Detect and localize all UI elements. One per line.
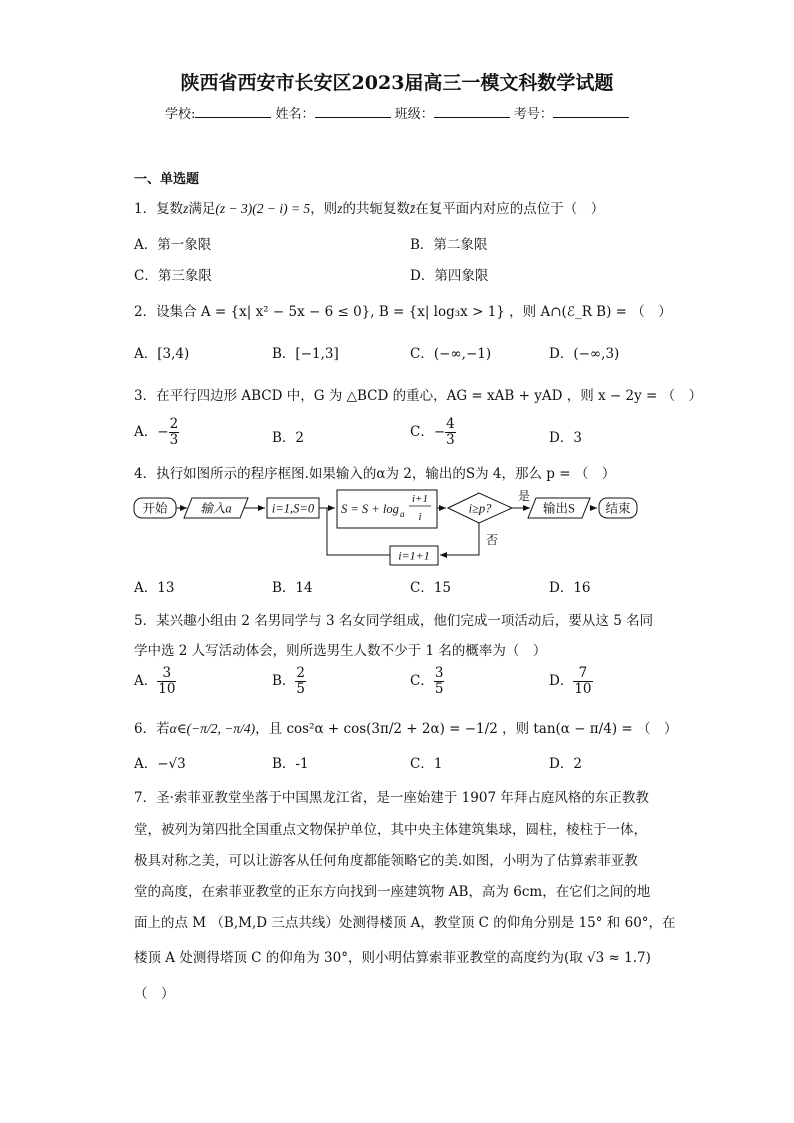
name-label: 姓名： [275,107,315,122]
question-7-line-4: 堂的高度，在索菲亚教堂的正东方向找到一座建筑物 AB，高为 6cm，在它们之间的地 [134,884,651,900]
q2-option-b: B．[−1,3] [272,346,339,362]
q1-text-3: 的共轭复数 [342,201,410,217]
q4-option-c: C．15 [410,580,452,596]
q1-var-z: z [183,201,189,216]
q3-c-den: 3 [446,431,455,448]
q5-a-den: 10 [158,680,176,697]
page-title: 陕西省西安市长安区2023届高三一模文科数学试题 [180,72,614,94]
flow-output-text: 输出S [543,501,575,516]
q5-d-num: 7 [578,665,588,681]
q3-a-label: A．− [134,424,169,440]
question-7-line-7: （ ） [134,986,175,1002]
q6-alpha: α [169,721,177,736]
q5-a-num: 3 [162,665,172,681]
q1-equation: (z − 3)(2 − i) = 5 [215,201,311,216]
q3-c-fraction [445,418,456,447]
q5-b-den: 5 [296,680,306,697]
q6-option-a: A．−√3 [134,756,186,772]
flow-increment-text: i=1+1 [398,548,430,563]
q5-b-num: 2 [296,665,306,681]
question-4-stem: 4．执行如图所示的程序框图.如果输入的α为 2，输出的S为 4，那么 p = （ ） [134,466,616,482]
q6-option-d: D．2 [549,756,582,772]
flow-process-den: i [418,511,422,523]
question-5-line-1: 5．某兴趣小组由 2 名男同学与 3 名女同学组成，他们完成一项活动后，要从这 5 名同 [134,613,654,629]
q6-option-b: B．-1 [272,756,309,772]
q2-option-a: A．[3,4) [134,346,190,362]
q1-conjugate: z̄ [409,201,416,216]
flow-start-text: 开始 [142,501,168,516]
q3-a-num: 2 [169,416,179,432]
q6-range: ∈(−π/2, −π/4) [176,721,256,736]
school-blank [195,104,271,118]
flow-decision-text: i≥p? [468,501,492,516]
question-5-line-2: 学中选 2 人写活动体会，则所选男生人数不少于 1 名的概率为（ ） [134,643,547,659]
section-heading: 一、单选题 [134,172,200,187]
question-2-stem: 2．设集合 A = {x| x² − 5x − 6 ≤ 0}, B = {x| log₃x > 1} ，则 A∩(ℰ_R B) = （ ） [134,304,672,320]
name-blank [315,104,391,118]
q6-option-c: C．1 [410,756,443,772]
flow-process-base: a [400,509,405,519]
flow-yes-label: 是 [518,489,531,503]
exam-number-label: 考号： [513,107,553,122]
q4-option-d: D．16 [549,580,591,596]
q3-option-a [134,418,179,447]
flow-arrow-no [440,523,479,555]
flow-process-text: S = S + log [341,502,399,516]
q3-option-d: D．3 [549,430,582,446]
q3-c-num: 4 [446,416,455,432]
q4-option-b: B．14 [272,580,313,596]
q5-d-fraction [573,667,592,696]
q1-var-z-2: z [337,201,343,216]
q1-text-1: 满足 [188,201,216,217]
q1-text-4: 在复平面内对应的点位于（ ） [415,201,605,217]
flow-no-label: 否 [486,533,499,547]
q1-option-d: D．第四象限 [410,268,489,284]
flow-input-text: 输入a [200,501,232,516]
q5-c-num: 3 [434,665,444,681]
flow-init-text: i=1,S=0 [271,501,315,516]
question-7-line-3: 极具对称之美，可以让游客从任何角度都能领略它的美.如图，小明为了估算索菲亚教 [134,853,638,869]
q6-prefix: 6．若 [134,721,170,737]
q3-a-fraction [169,418,180,447]
flow-process-num: i+1 [412,493,428,505]
question-7-line-6: 楼顶 A 处测得塔顶 C 的仰角为 30°，则小明估算索菲亚教堂的高度约为(取 √3 ≈ 1.7) [134,950,651,966]
question-7-line-5: 面上的点 M （B,M,D 三点共线）处测得楼顶 A，教堂顶 C 的仰角分别是 15° 和 60°，在 [134,915,676,931]
school-label: 学校: [165,107,196,122]
question-6-stem [134,717,677,737]
q2-option-d: D．(−∞,3) [549,346,620,362]
q3-c-label: C．− [410,424,446,440]
q1-option-a: A．第一象限 [134,237,212,253]
q3-option-b: B．2 [272,430,305,446]
q5-option-d: D． $\frac{7}{10}$ [549,665,592,697]
q1-text-2: ，则 [310,201,338,217]
class-blank [434,104,510,118]
q5-option-b: B． $\frac{2}{5}$ [272,665,306,697]
q1-option-c: C．第三象限 [134,268,212,284]
question-7-line-2: 堂，被列为第四批全国重点文物保护单位，其中央主体建筑集球，圆柱，棱柱于一体， [134,822,647,838]
q5-c-fraction [434,667,445,696]
q1-prefix: 1．复数 [134,201,184,217]
question-7-line-1: 7．圣·索菲亚教堂坐落于中国黑龙江省，是一座始建于 1907 年拜占庭风格的东正教教 [134,790,649,806]
question-1-stem [134,197,604,217]
q5-option-a: A． $\frac{3}{10}$ [134,665,176,697]
question-3-stem: 3．在平行四边形 ABCD 中，G 为 △BCD 的重心，AG = xAB + yAD ，则 x − 2y = （ ） [134,388,703,404]
q3-option-c [410,418,456,447]
exam-number-blank [553,104,629,118]
q5-a-fraction [157,667,176,696]
student-info-line [165,103,629,122]
flowchart [0,484,794,569]
q5-option-c: C． $\frac{3}{5}$ [410,665,444,697]
q6-condition: ，且 cos²α + cos(3π/2 + 2α) = −1/2 ，则 tan(α − π/4) = （ ） [255,721,678,737]
flow-end-text: 结束 [605,501,631,516]
q2-option-c: C．(−∞,−1) [410,346,492,362]
q5-c-den: 5 [434,680,444,697]
q5-b-fraction [295,667,306,696]
q3-a-den: 3 [169,431,179,448]
q5-d-den: 10 [574,680,592,697]
q4-option-a: A．13 [134,580,175,596]
q1-option-b: B．第二象限 [410,237,488,253]
class-label: 班级： [394,107,434,122]
